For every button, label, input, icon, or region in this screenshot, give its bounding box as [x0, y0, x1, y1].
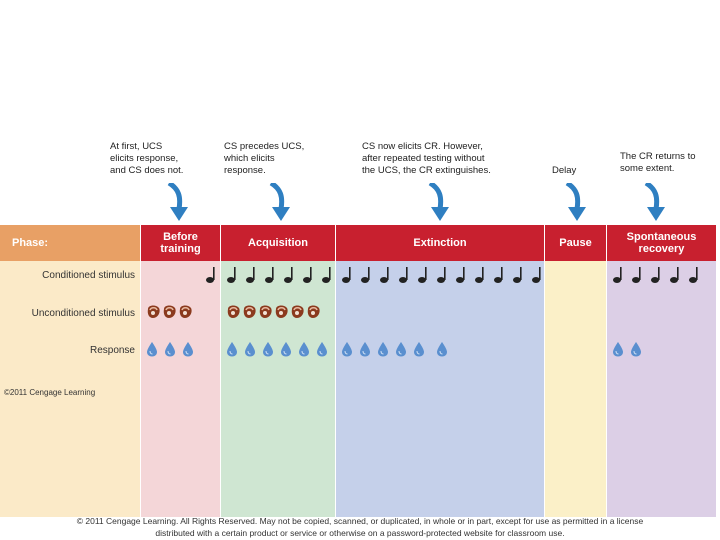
musical-note-icon [650, 266, 664, 284]
musical-note-icon [321, 266, 335, 284]
arrow-pause-icon [563, 183, 589, 223]
phase-label: Phase: [0, 225, 140, 261]
meat-icon [306, 303, 321, 321]
musical-note-icon [474, 266, 488, 284]
musical-note-icon [398, 266, 412, 284]
saliva-drop-icon [612, 341, 624, 357]
saliva-drop-icon [226, 341, 238, 357]
arrow-acquisition-icon [267, 183, 293, 223]
saliva-drop-icon [316, 341, 328, 357]
musical-note-icon [631, 266, 645, 284]
annotation-extinction: CS now elicits CR. However, after repeated testing without the UCS, the CR extinguishes. [362, 141, 491, 176]
musical-note-icon [669, 266, 683, 284]
annotation-pause: Delay [552, 165, 577, 176]
saliva-drop-icon [630, 341, 642, 357]
musical-note-icon [379, 266, 393, 284]
meat-icon [162, 303, 177, 321]
musical-note-icon [226, 266, 240, 284]
meat-icon [274, 303, 289, 321]
annotation-before: At first, UCS elicits response, and CS does not. [110, 141, 184, 176]
musical-note-icon [205, 266, 219, 284]
label-column [0, 225, 140, 517]
row-label-ucs: Unconditioned stimulus [31, 308, 135, 319]
saliva-drop-icon [359, 341, 371, 357]
phase-header-pause: Pause [545, 225, 606, 261]
saliva-drop-icon [298, 341, 310, 357]
saliva-drop-icon [244, 341, 256, 357]
saliva-drop-icon [182, 341, 194, 357]
arrow-before-icon [165, 183, 191, 223]
column-pause [545, 225, 606, 517]
saliva-drop-icon [436, 341, 448, 357]
arrow-extinction-icon [426, 183, 452, 223]
row-label-cs: Conditioned stimulus [42, 270, 135, 281]
meat-icon [290, 303, 305, 321]
musical-note-icon [688, 266, 702, 284]
saliva-drop-icon [164, 341, 176, 357]
musical-note-icon [341, 266, 355, 284]
musical-note-icon [245, 266, 259, 284]
musical-note-icon [455, 266, 469, 284]
meat-icon [226, 303, 241, 321]
musical-note-icon [360, 266, 374, 284]
phase-header-extinction: Extinction [336, 225, 544, 261]
musical-note-icon [264, 266, 278, 284]
annotation-acquisition: CS precedes UCS, which elicits response. [224, 141, 305, 176]
musical-note-icon [493, 266, 507, 284]
meat-icon [242, 303, 257, 321]
musical-note-icon [417, 266, 431, 284]
musical-note-icon [436, 266, 450, 284]
saliva-drop-icon [377, 341, 389, 357]
musical-note-icon [612, 266, 626, 284]
copyright-notice: © 2011 Cengage Learning. All Rights Reserved. May not be copied, scanned, or duplicated, in whole or in part, except for use as permitted in a license distributed with a certain product or service or otherwise on a password-protected website for classroom use. [76, 516, 644, 538]
phase-header-before: Before training [141, 225, 220, 261]
row-label-response: Response [89, 345, 135, 356]
meat-icon [146, 303, 161, 321]
saliva-drop-icon [413, 341, 425, 357]
meat-icon [258, 303, 273, 321]
musical-note-icon [302, 266, 316, 284]
saliva-drop-icon [341, 341, 353, 357]
figure-credit: ©2011 Cengage Learning [4, 388, 96, 397]
phase-header-spontaneous: Spontaneous recovery [607, 225, 716, 261]
musical-note-icon [512, 266, 526, 284]
meat-icon [178, 303, 193, 321]
musical-note-icon [283, 266, 297, 284]
saliva-drop-icon [146, 341, 158, 357]
conditioning-figure [0, 141, 716, 399]
phase-header-acquisition: Acquisition [221, 225, 335, 261]
annotation-spontaneous: The CR returns to some extent. [620, 151, 696, 174]
saliva-drop-icon [262, 341, 274, 357]
musical-note-icon [531, 266, 545, 284]
saliva-drop-icon [395, 341, 407, 357]
saliva-drop-icon [280, 341, 292, 357]
arrow-spontaneous-icon [642, 183, 668, 223]
